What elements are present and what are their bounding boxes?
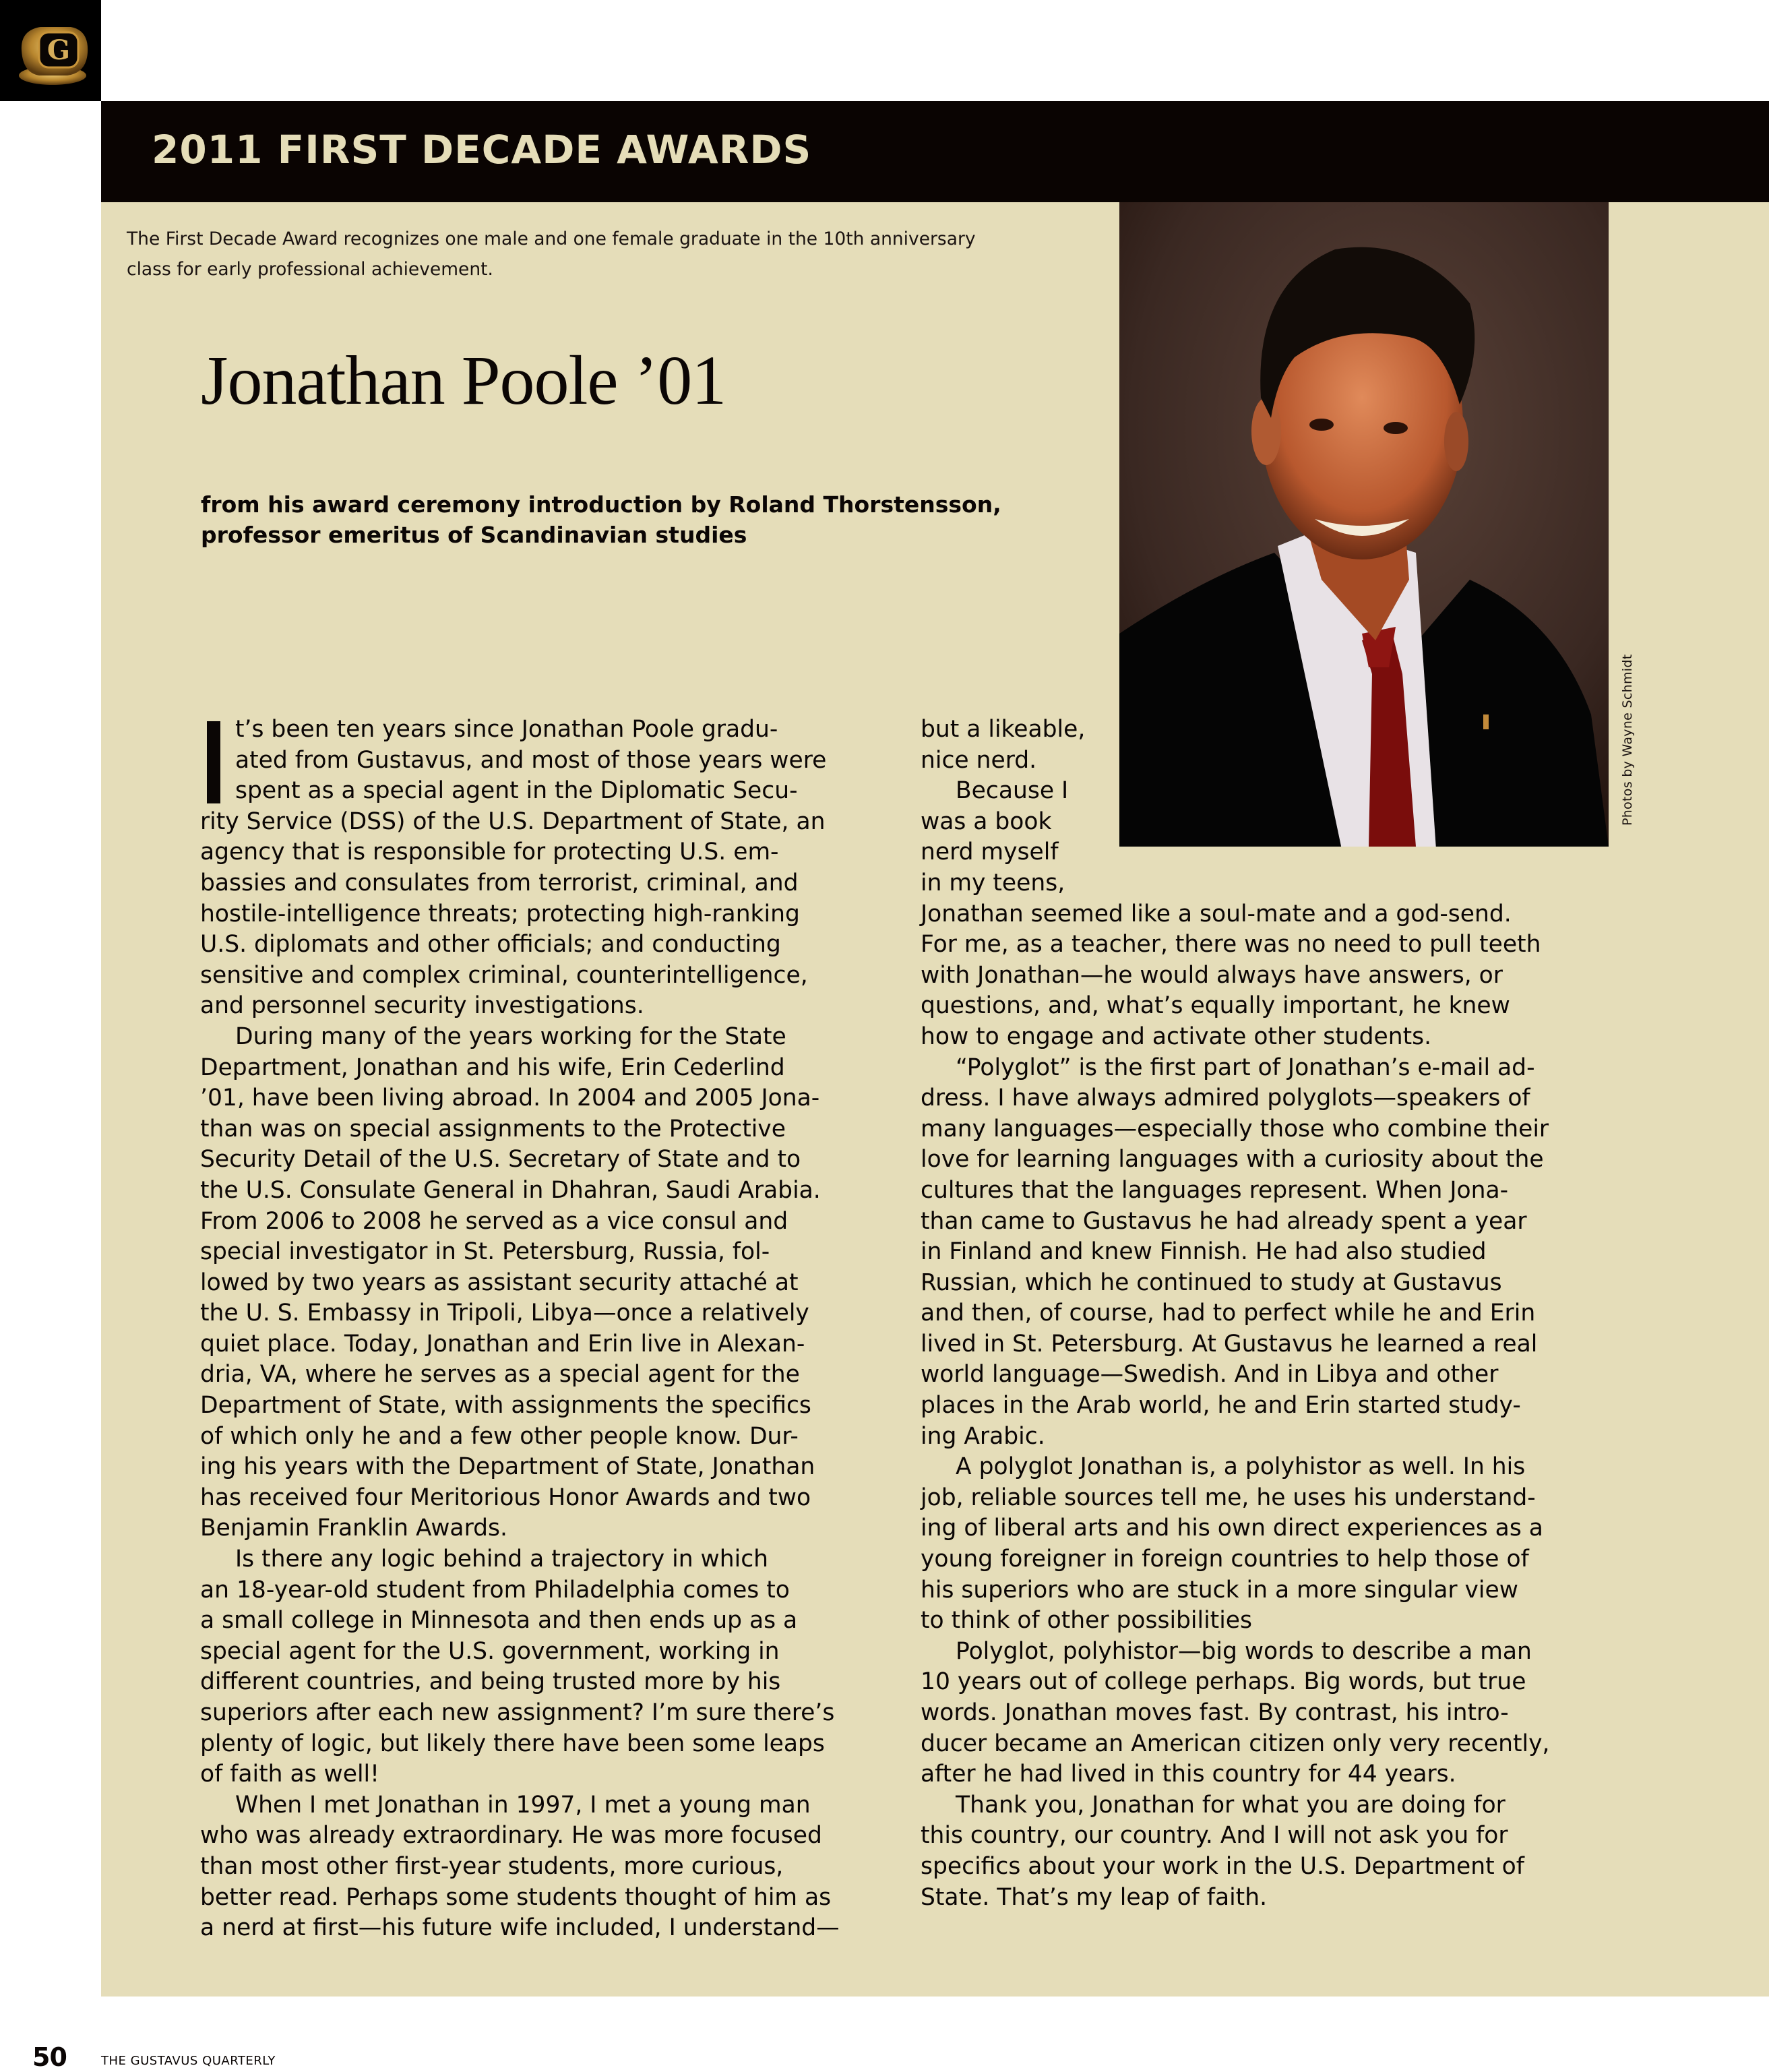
article-line: an 18-year-old student from Philadelphia comes to — [200, 1576, 790, 1604]
article-line: Is there any logic behind a trajectory in which — [235, 1546, 769, 1573]
article-line: From 2006 to 2008 he served as a vice consul and — [200, 1207, 788, 1235]
article-line: with Jonathan—he would always have answers, or — [921, 961, 1503, 989]
article-line: spent as a special agent in the Diplomatic Secu- — [235, 777, 798, 805]
article-line: U.S. diplomats and other officials; and conducting — [200, 931, 781, 958]
article-line: During many of the years working for the State — [235, 1023, 786, 1050]
article-line: For me, as a teacher, there was no need to pull teeth — [921, 931, 1541, 958]
article-line: t’s been ten years since Jonathan Poole gradu- — [235, 716, 778, 743]
article-column-right — [921, 714, 1601, 1913]
honoree-name: Jonathan Poole ’01 — [201, 342, 726, 419]
article-line: Russian, which he continued to study at Gustavus — [921, 1269, 1502, 1296]
article-column-left — [200, 714, 874, 1944]
drop-cap — [207, 721, 220, 803]
article-line: how to engage and activate other students. — [921, 1023, 1432, 1050]
article-line: places in the Arab world, he and Erin started study- — [921, 1392, 1521, 1420]
subtitle-line: professor emeritus of Scandinavian studies — [201, 522, 747, 548]
article-line: different countries, and being trusted more by his — [200, 1668, 781, 1696]
article-line: specifics about your work in the U.S. Department of — [921, 1852, 1524, 1880]
class-ring-icon — [0, 0, 101, 101]
article-line: love for learning languages with a curiosity about the — [921, 1146, 1544, 1174]
article-line: ’01, have been living abroad. In 2004 and 2005 Jona- — [200, 1085, 820, 1112]
article-line: lowed by two years as assistant security attaché at — [200, 1269, 799, 1296]
article-line: State. That’s my leap of faith. — [921, 1883, 1268, 1911]
article-line: Security Detail of the U.S. Secretary of State and to — [200, 1146, 801, 1174]
article-line: plenty of logic, but likely there have been some leaps — [200, 1730, 825, 1757]
article-line: than most other first-year students, more curious, — [200, 1852, 784, 1880]
article-line: world language—Swedish. And in Libya and other — [921, 1361, 1499, 1389]
article-line: quiet place. Today, Jonathan and Erin live in Alexan- — [200, 1330, 805, 1358]
article-line: special investigator in St. Petersburg, Russia, fol- — [200, 1238, 770, 1266]
article-line: 10 years out of college perhaps. Big words, but true — [921, 1668, 1526, 1696]
article-line: cultures that the languages represent. When Jona- — [921, 1176, 1509, 1204]
article-line: Polyglot, polyhistor—big words to describe a man — [956, 1637, 1532, 1665]
article-line: than was on special assignments to the Protective — [200, 1115, 786, 1142]
article-line: superiors after each new assignment? I’m sure there’s — [200, 1699, 835, 1726]
article-line: sensitive and complex criminal, counterintelligence, — [200, 961, 808, 989]
article-line: a small college in Minnesota and then ends up as a — [200, 1607, 798, 1635]
article-line: in my teens, — [921, 869, 1065, 896]
article-line: nice nerd. — [921, 746, 1037, 774]
article-line: Benjamin Franklin Awards. — [200, 1515, 507, 1542]
class-ring-logo — [0, 0, 101, 101]
article-line: many languages—especially those who combine their — [921, 1115, 1549, 1142]
photo-credit: Photos by Wayne Schmidt — [1620, 654, 1635, 826]
award-description — [127, 224, 1084, 284]
article-line: When I met Jonathan in 1997, I met a young man — [235, 1791, 811, 1819]
article-line: Jonathan seemed like a soul-mate and a god-send. — [921, 900, 1512, 927]
article-line: his superiors who are stuck in a more singular view — [921, 1576, 1518, 1604]
article-line: agency that is responsible for protecting U.S. em- — [200, 839, 779, 866]
svg-text:G: G — [46, 34, 71, 66]
article-line: has received four Meritorious Honor Awards and two — [200, 1484, 811, 1511]
article-line: Department, Jonathan and his wife, Erin Cederlind — [200, 1054, 785, 1081]
article-line: special agent for the U.S. government, working in — [200, 1637, 780, 1665]
article-line: bassies and consulates from terrorist, criminal, and — [200, 869, 799, 896]
article-line: lived in St. Petersburg. At Gustavus he learned a real — [921, 1330, 1538, 1358]
article-line: ing Arabic. — [921, 1422, 1045, 1450]
article-line: A polyglot Jonathan is, a polyhistor as well. In his — [956, 1453, 1526, 1481]
article-line: ing his years with the Department of State, Jonathan — [200, 1453, 815, 1481]
article-line: questions, and, what’s equally important, he knew — [921, 992, 1510, 1020]
article-line: and then, of course, had to perfect while he and Erin — [921, 1300, 1536, 1327]
article-line: dria, VA, where he serves as a special agent for the — [200, 1361, 800, 1389]
article-line: the U.S. Consulate General in Dhahran, Saudi Arabia. — [200, 1176, 821, 1204]
section-title: 2011 FIRST DECADE AWARDS — [152, 127, 812, 173]
article-line: who was already extraordinary. He was more focused — [200, 1822, 822, 1850]
award-description-line: The First Decade Award recognizes one male and one female graduate in the 10th anniversary — [127, 228, 976, 249]
article-line: ing of liberal arts and his own direct experiences as a — [921, 1515, 1543, 1542]
article-line: hostile-intelligence threats; protecting high-ranking — [200, 900, 800, 927]
article-line: better read. Perhaps some students thought of him as — [200, 1883, 832, 1911]
article-line: rity Service (DSS) of the U.S. Department of State, an — [200, 808, 826, 835]
subtitle-line: from his award ceremony introduction by Roland Thorstensson, — [201, 491, 1001, 518]
article-line: “Polyglot” is the first part of Jonathan’s e-mail ad- — [956, 1054, 1535, 1081]
article-line: job, reliable sources tell me, he uses his understand- — [921, 1484, 1536, 1511]
article-line: ducer became an American citizen only very recently, — [921, 1730, 1550, 1757]
article-line: Department of State, with assignments the specifics — [200, 1392, 811, 1420]
article-line: was a book — [921, 808, 1052, 835]
article-line: Thank you, Jonathan for what you are doing for — [956, 1791, 1506, 1819]
article-line: ated from Gustavus, and most of those years were — [235, 746, 827, 774]
article-line: Because I — [956, 777, 1069, 805]
article-line: in Finland and knew Finnish. He had also studied — [921, 1238, 1487, 1266]
article-line: nerd myself — [921, 839, 1059, 866]
article-line: dress. I have always admired polyglots—speakers of — [921, 1085, 1530, 1112]
publication-name: THE GUSTAVUS QUARTERLY — [101, 2054, 276, 2068]
article-line: after he had lived in this country for 44 years. — [921, 1761, 1456, 1788]
article-line: than came to Gustavus he had already spent a year — [921, 1207, 1527, 1235]
award-description-line: class for early professional achievement. — [127, 259, 493, 280]
article-line: the U. S. Embassy in Tripoli, Libya—once a relatively — [200, 1300, 809, 1327]
article-line: of which only he and a few other people know. Dur- — [200, 1422, 799, 1450]
article-line: words. Jonathan moves fast. By contrast, his intro- — [921, 1699, 1509, 1726]
article-line: of faith as well! — [200, 1761, 379, 1788]
article-line: and personnel security investigations. — [200, 992, 644, 1020]
article-line: a nerd at first—his future wife included, I understand— — [200, 1914, 840, 1942]
article-line: but a likeable, — [921, 716, 1086, 743]
article-line: to think of other possibilities — [921, 1607, 1252, 1635]
article-line: young foreigner in foreign countries to help those of — [921, 1546, 1529, 1573]
article-line: this country, our country. And I will not ask you for — [921, 1822, 1508, 1850]
article-subtitle — [201, 489, 1077, 550]
page-number: 50 — [32, 2042, 67, 2072]
